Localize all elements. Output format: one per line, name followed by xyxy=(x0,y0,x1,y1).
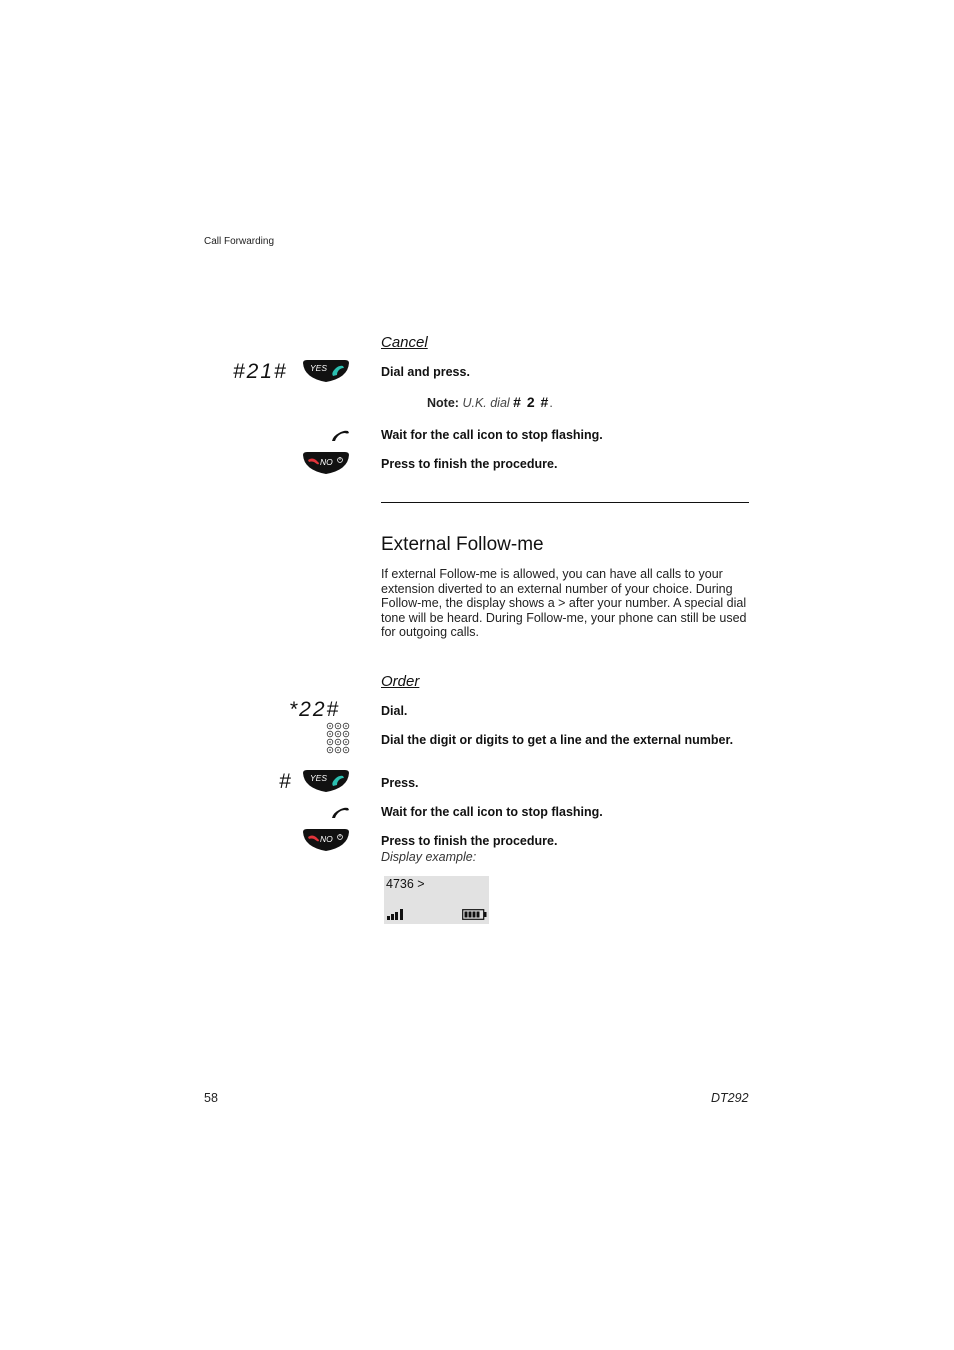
order-step-finish: Press to finish the procedure. xyxy=(381,834,558,848)
model-name: DT292 xyxy=(711,1091,749,1105)
cancel-step-dial-press: Dial and press. xyxy=(381,365,470,379)
order-code: *22# xyxy=(289,698,341,721)
handset-icon xyxy=(330,429,350,443)
note-end: . xyxy=(549,396,553,410)
yes-key-label: YES xyxy=(310,773,328,783)
cancel-note xyxy=(427,394,553,410)
no-key-label: NO xyxy=(320,834,333,844)
cancel-code: #21# xyxy=(233,360,288,383)
no-key-icon xyxy=(302,828,350,852)
yes-key-icon xyxy=(302,769,350,793)
display-text: 4736 > xyxy=(386,877,425,891)
yes-key-label: YES xyxy=(310,363,328,373)
no-key-label: NO xyxy=(320,457,333,467)
signal-strength-icon xyxy=(386,908,406,921)
order-step-wait: Wait for the call icon to stop flashing. xyxy=(381,805,603,819)
order-step-press: Press. xyxy=(381,776,419,790)
cancel-step-wait: Wait for the call icon to stop flashing. xyxy=(381,428,603,442)
yes-key-icon xyxy=(302,359,350,383)
handset-icon xyxy=(330,806,350,820)
section-description: If external Follow-me is allowed, you can have all calls to your extension diverted to an external number of your choice. During Follow-me, the display shows a > after your number. A special dial tone will be heard. During Follow-me, your phone can still be used for outgoing calls. xyxy=(381,567,747,640)
running-header: Call Forwarding xyxy=(204,236,275,247)
note-label: Note: xyxy=(427,396,459,410)
order-step-digits: Dial the digit or digits to get a line and the external number. xyxy=(381,733,734,747)
no-key-icon xyxy=(302,451,350,475)
order-hash-code: # xyxy=(279,770,293,793)
page-number: 58 xyxy=(204,1091,218,1105)
section-title: External Follow-me xyxy=(381,534,544,555)
note-text: U.K. dial xyxy=(462,396,510,410)
cancel-heading: Cancel xyxy=(381,334,428,351)
display-example-label: Display example: xyxy=(381,850,477,864)
section-divider xyxy=(381,502,749,503)
display-example xyxy=(384,876,489,924)
keypad-icon xyxy=(326,722,350,756)
order-heading: Order xyxy=(381,673,420,690)
order-step-dial: Dial. xyxy=(381,704,408,718)
note-code: # 2 # xyxy=(513,394,550,410)
cancel-step-finish: Press to finish the procedure. xyxy=(381,457,558,471)
battery-icon xyxy=(462,909,488,920)
